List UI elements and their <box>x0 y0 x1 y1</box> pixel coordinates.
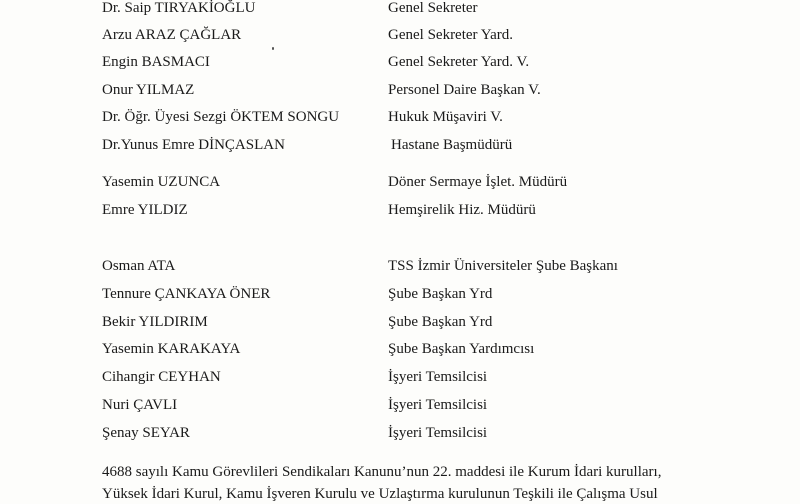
attendee-row <box>0 25 800 49</box>
attendee-row <box>0 423 800 447</box>
attendee-row <box>0 172 800 196</box>
attendee-title: İşyeri Temsilcisi <box>388 369 488 385</box>
attendee-name: Nuri ÇAVLI <box>102 397 178 413</box>
attendee-row <box>0 395 800 419</box>
attendee-title: Genel Sekreter <box>388 0 478 16</box>
attendee-row <box>0 0 800 22</box>
body-paragraph-line: 4688 sayılı Kamu Görevlileri Sendikaları Kanunu’nun 22. maddesi ile Kurum İdari kurulları, <box>102 464 662 480</box>
attendee-title: Personel Daire Başkan V. <box>388 82 541 98</box>
body-paragraph-line: Yüksek İdari Kurul, Kamu İşveren Kurulu ve Uzlaştırma kurulunun Teşkili ile Çalışma Usul <box>102 486 658 502</box>
attendee-name: Arzu ARAZ ÇAĞLAR <box>102 27 242 43</box>
attendee-row <box>0 52 800 76</box>
attendee-name: Osman ATA <box>102 258 176 274</box>
attendee-row <box>0 256 800 280</box>
attendee-title: Hastane Başmüdürü <box>391 137 513 153</box>
attendee-row <box>0 80 800 104</box>
attendee-name: Tennure ÇANKAYA ÖNER <box>102 286 271 302</box>
attendee-title: Döner Sermaye İşlet. Müdürü <box>388 174 568 190</box>
attendee-name: Şenay SEYAR <box>102 425 190 441</box>
attendee-title: Genel Sekreter Yard. <box>388 27 513 43</box>
scan-speck <box>272 47 274 50</box>
attendee-row <box>0 339 800 363</box>
attendee-name: Onur YILMAZ <box>102 82 195 98</box>
attendee-title: Genel Sekreter Yard. V. <box>388 54 530 70</box>
attendee-row <box>0 135 800 159</box>
attendee-name: Emre YILDIZ <box>102 202 188 218</box>
attendee-name: Cihangir CEYHAN <box>102 369 221 385</box>
attendee-row <box>0 200 800 224</box>
attendee-row <box>0 107 800 131</box>
attendee-title: TSS İzmir Üniversiteler Şube Başkanı <box>388 258 618 274</box>
attendee-title: Şube Başkan Yrd <box>388 286 493 302</box>
attendee-row <box>0 367 800 391</box>
attendee-title: Hemşirelik Hiz. Müdürü <box>388 202 536 218</box>
attendee-title: Şube Başkan Yrd <box>388 314 493 330</box>
attendee-title: Şube Başkan Yardımcısı <box>388 341 535 357</box>
attendee-row <box>0 284 800 308</box>
attendee-row <box>0 312 800 336</box>
attendee-name: Engin BASMACI <box>102 54 210 70</box>
attendee-name: Yasemin KARAKAYA <box>102 341 241 357</box>
attendee-name: Bekir YILDIRIM <box>102 314 208 330</box>
attendee-name: Yasemin UZUNCA <box>102 174 221 190</box>
attendee-name: Dr. Saip TIRYAKİOĞLU <box>102 0 256 16</box>
attendee-title: Hukuk Müşaviri V. <box>388 109 503 125</box>
attendee-name: Dr.Yunus Emre DİNÇASLAN <box>102 137 285 153</box>
attendee-title: İşyeri Temsilcisi <box>388 397 488 413</box>
attendee-name: Dr. Öğr. Üyesi Sezgi ÖKTEM SONGU <box>102 109 340 125</box>
attendee-title: İşyeri Temsilcisi <box>388 425 488 441</box>
